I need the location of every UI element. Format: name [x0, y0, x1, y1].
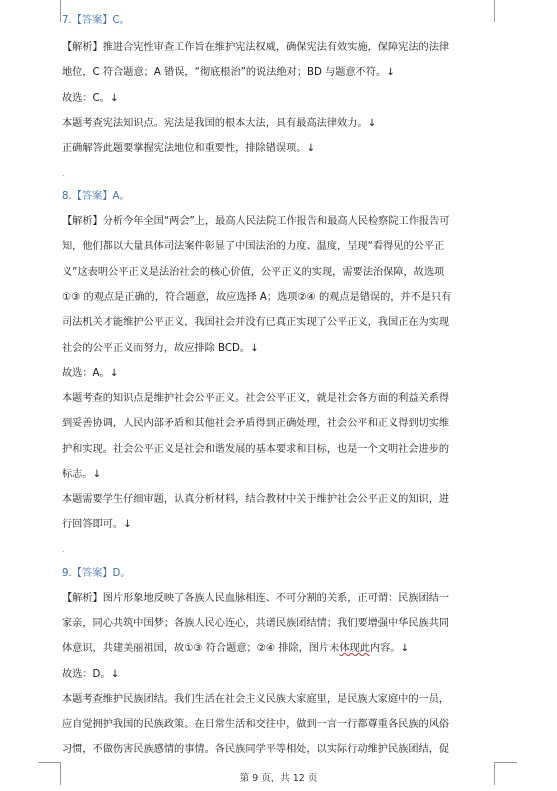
q8-explanation-line-4: 标志。↓ — [62, 469, 102, 480]
paragraph-mark: . — [62, 169, 65, 178]
q9-underlined-phrase: 体现此 — [339, 643, 370, 654]
q9-analysis-line-3-a: 体意识，共建美丽祖国，故①③ 符合题意；②④ 排除，图片未 — [62, 643, 340, 654]
q7-explanation-line: 本题考查宪法知识点。宪法是我国的根本大法，具有最高法律效力。↓ — [62, 118, 377, 129]
q7-choice-line: 故选：C。↓ — [62, 93, 119, 104]
q9-analysis-line-1: 【解析】图片形象地反映了各族人民血脉相连、不可分割的关系，正可谓：民族团结一 — [62, 593, 450, 604]
q9-analysis-line-3 — [62, 642, 502, 656]
q8-answer-heading: 8.【答案】A。 — [62, 191, 130, 202]
q9-explanation-line-1: 本题考查维护民族团结。我们生活在社会主义民族大家庭里，是民族大家庭中的一员， — [62, 694, 450, 705]
q8-analysis-line-6: 社会的公平正义而努力，故应排除 BCD。↓ — [62, 343, 259, 354]
q8-choice-line: 故选：A。↓ — [62, 368, 119, 379]
q9-analysis-line-2: 家亲，同心共筑中国梦；各族人民心连心，共谱民族团结情；我们要增强中华民族共同 — [62, 618, 450, 629]
q9-explanation-line-2: 应自觉拥护我国的民族政策。在日常生活和交往中，做到一言一行都尊重各民族的风俗 — [62, 719, 450, 730]
page-footer: 第 9 页，共 12 页 — [239, 773, 318, 784]
q7-analysis-line-1: 【解析】推进合宪性审查工作旨在维护宪法权威，确保宪法有效实施，保障宪法的法律 — [62, 42, 450, 53]
q8-explanation-line-1: 本题考查的知识点是维护社会公平正义。社会公平正义，就是社会各方面的利益关系得 — [62, 393, 450, 404]
q8-analysis-line-4: ①③ 的观点是正确的，符合题意，故应选择 A；选项②④ 的观点是错误的，并不是只有 — [62, 292, 452, 303]
q8-explanation-line-2: 到妥善协调，人民内部矛盾和其他社会矛盾得到正确处理，社会公平和正义得到切实维 — [62, 418, 450, 429]
q9-analysis-line-3-b: 内容。↓ — [369, 643, 409, 654]
q7-tip-line: 正确解答此题要掌握宪法地位和重要性，排除错误项。↓ — [62, 143, 316, 154]
crop-mark-top-left — [38, 0, 61, 22]
q8-analysis-line-2: 知，他们都以大量具体司法案件彰显了中国法治的力度、温度，呈现“看得见的公平正 — [62, 241, 445, 252]
q9-explanation-line-3: 习惯，不做伤害民族感情的事情。各民族同学平等相处，以实际行动维护民族团结，促 — [62, 744, 450, 755]
q8-analysis-line-3: 义”这表明公平正义是法治社会的核心价值，公平正义的实现，需要法治保障，故选项 — [62, 267, 445, 278]
q9-answer-heading: 9.【答案】D。 — [62, 568, 131, 579]
q7-answer-heading: 7.【答案】C。 — [62, 15, 130, 26]
q8-explanation-line-3: 护和实现。社会公平正义是社会和谐发展的基本要求和目标，也是一个文明社会进步的 — [62, 444, 450, 455]
paragraph-mark: . — [62, 545, 65, 554]
q8-tip-line-2: 行回答即可。↓ — [62, 519, 132, 530]
q9-choice-line: 故选：D。↓ — [62, 669, 120, 680]
q8-tip-line-1: 本题需要学生仔细审题，认真分析材料，结合教材中关于维护社会公平正义的知识，进 — [62, 494, 450, 505]
q8-analysis-line-5: 司法机关才能维护公平正义，我国社会并没有已真正实现了公平正义，我国正在为实现 — [62, 317, 450, 328]
q8-analysis-line-1: 【解析】分析今年全国“两会”上，最高人民法院工作报告和最高人民检察院工作报告可 — [62, 216, 450, 227]
q7-analysis-line-2: 地位，C 符合题意；A 错误，“彻底根治”的说法绝对；BD 与题意不符。↓ — [62, 67, 395, 78]
